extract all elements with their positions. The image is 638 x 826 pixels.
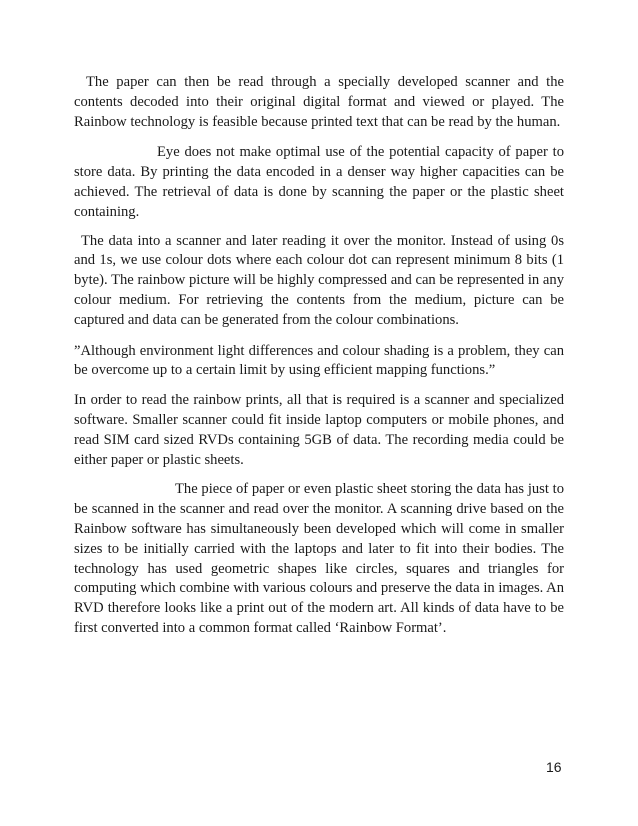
paragraph: The paper can then be read through a specially developed scanner and the contents decoded into their original digital format and viewed or played. The Rainbow technology is feasible because printed text that can be read by the human. xyxy=(74,74,564,130)
body-text xyxy=(74,73,564,639)
paragraph: The piece of paper or even plastic sheet storing the data has just to be scanned in the scanner and read over the monitor. A scanning drive based on the Rainbow software has simultaneously been developed which will come in smaller sizes to be initially carried with the laptops and later to fit into their bodies. The technology has used geometric shapes like circles, squares and triangles for computing which combine with various colours and preserve the data in images. An RVD therefore looks like a print out of the modern art. All kinds of data have to be first converted into a common format called ‘Rainbow Format’. xyxy=(74,481,564,636)
paragraph: The data into a scanner and later reading it over the monitor. Instead of using 0s and 1s, we use colour dots where each colour dot can represent minimum 8 bits (1 byte). The rainbow picture will be highly compressed and can be represented in any colour medium. For retrieving the contents from the medium, picture can be captured and data can be generated from the colour combinations. xyxy=(74,232,564,328)
paragraph: In order to read the rainbow prints, all that is required is a scanner and specialized software. Smaller scanner could fit inside laptop computers or mobile phones, and read SIM card sized RVDs containing 5GB of data. The recording media could be either paper or plastic sheets. xyxy=(74,392,564,468)
page-number: 16 xyxy=(546,759,562,775)
quote-paragraph: ”Although environment light differences and colour shading is a problem, they can be overcome up to a certain limit by using efficient mapping functions.” xyxy=(74,342,564,379)
paragraph: Eye does not make optimal use of the potential capacity of paper to store data. By printing the data encoded in a denser way higher capacities can be achieved. The retrieval of data is done by scanning the paper or the plastic sheet containing. xyxy=(74,144,564,220)
